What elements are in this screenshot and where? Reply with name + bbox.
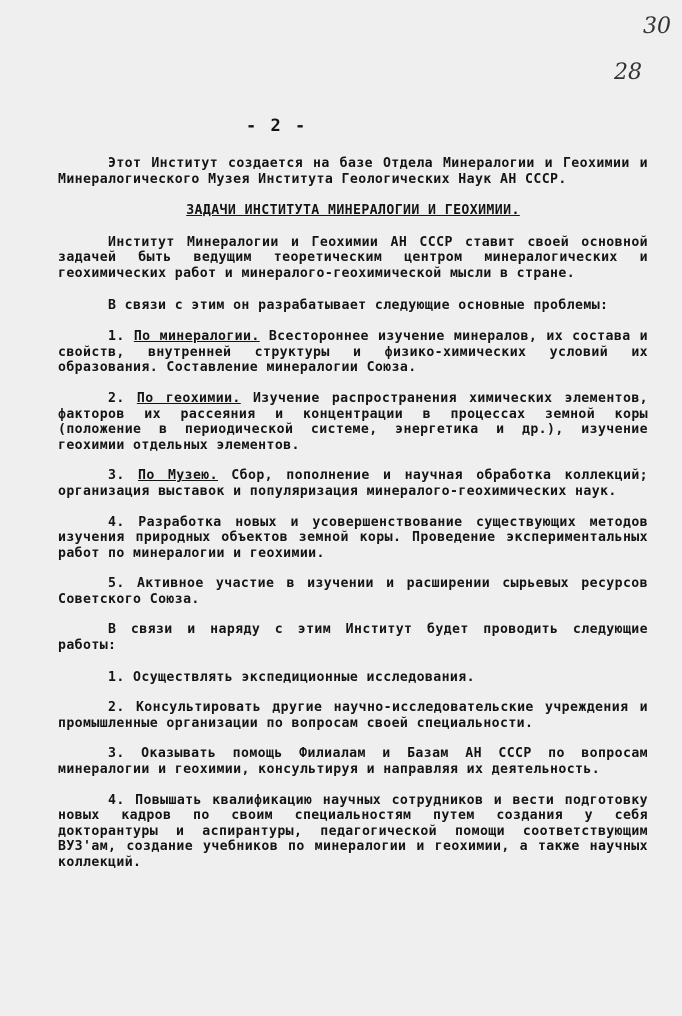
work-number: 1. bbox=[108, 669, 125, 685]
problem-item bbox=[58, 515, 648, 562]
work-number: 2. bbox=[108, 700, 125, 716]
problem-item bbox=[58, 576, 648, 607]
work-number: 3. bbox=[108, 746, 125, 762]
work-item bbox=[58, 670, 648, 686]
problem-title: По геохимии. bbox=[136, 390, 241, 406]
problem-title: По минералогии. bbox=[133, 329, 260, 345]
intro-paragraph: Этот Институт создается на базе Отдела Минералогии и Геохимии и Минералогического Музея Института Геологических Наук АН СССР. bbox=[58, 156, 648, 187]
work-text: Повышать квалификацию научных сотрудников и вести подготовку новых кадров по своим специальностям путем создания у себя докторантуры и аспирантуры, педагогической помощи соответствующим ВУЗ'ам, создание учебников по минералогии и геохимии, а также научных коллекций. bbox=[58, 792, 649, 870]
handwritten-folio-number: 30 bbox=[643, 14, 671, 39]
problem-number: 5. bbox=[108, 576, 125, 592]
problem-item bbox=[58, 329, 648, 376]
problem-item bbox=[58, 391, 648, 453]
page-number: - 2 - bbox=[246, 116, 308, 136]
handwritten-sheet-number: 28 bbox=[614, 60, 642, 85]
work-text: Осуществлять экспедиционные исследования. bbox=[133, 669, 475, 685]
work-item bbox=[58, 793, 648, 871]
work-number: 4. bbox=[108, 792, 125, 808]
work-text: Консультировать другие научно-исследовательские учреждения и промышленные организации по вопросам своей специальности. bbox=[58, 700, 649, 731]
problem-number: 2. bbox=[108, 390, 125, 406]
problem-text: Всестороннее изучение минералов, их состава и свойств, внутренней структуры и физико-химических условий их образования. Составление минералогии Союза. bbox=[58, 329, 648, 376]
problem-text: Активное участие в изучении и расширении сырьевых ресурсов Советского Союза. bbox=[58, 576, 648, 607]
problem-number: 3. bbox=[108, 468, 125, 484]
problem-item bbox=[58, 468, 648, 499]
paragraph-main-task: Институт Минералогии и Геохимии АН СССР ставит своей основной задачей быть ведущим теоретическим центром минералогических и геохимических работ и минералого-геохимической мысли в стране. bbox=[58, 234, 648, 281]
problem-text: Разработка новых и усовершенствование существующих методов изучения природных объектов земной коры. Проведение экспериментальных работ по минералогии и геохимии. bbox=[58, 514, 648, 561]
work-item bbox=[58, 700, 648, 731]
paragraph-works-intro: В связи и наряду с этим Институт будет проводить следующие работы: bbox=[58, 622, 648, 654]
document-body bbox=[58, 156, 648, 886]
work-text: Оказывать помощь Филиалам и Базам АН СССР по вопросам минералогии и геохимии, консультируя и направляя их деятельность. bbox=[58, 746, 648, 778]
section-heading: ЗАДАЧИ ИНСТИТУТА МИНЕРАЛОГИИ И ГЕОХИМИИ. bbox=[186, 203, 520, 219]
paragraph-problems-intro: В связи с этим он разрабатывает следующие основные проблемы: bbox=[108, 297, 609, 313]
problem-number: 4. bbox=[108, 514, 125, 530]
problem-number: 1. bbox=[108, 329, 125, 345]
work-item bbox=[58, 746, 648, 777]
problem-title: По Музею. bbox=[137, 468, 218, 484]
problem-text: Изучение распространения химических элементов, факторов их рассеяния и концентрации в процессах земной коры (положение в периодической системе, энергетика и др.), изучение геохимии отдельных элементов. bbox=[58, 390, 649, 453]
problem-text: Сбор, пополнение и научная обработка коллекций; организация выставок и популяризация минералого-геохимических наук. bbox=[58, 468, 649, 499]
